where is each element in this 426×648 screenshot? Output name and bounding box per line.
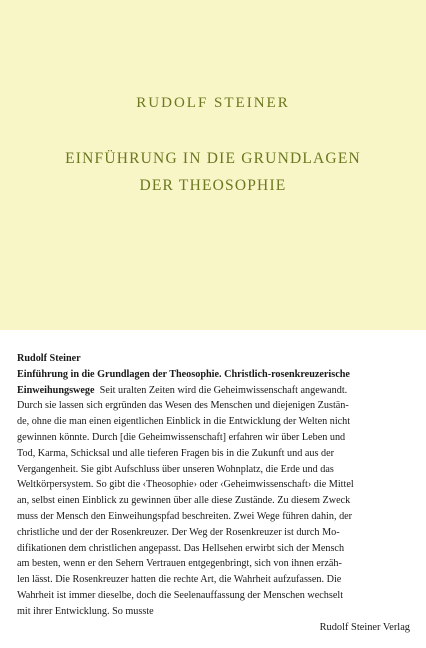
blurb-line: muss der Mensch den Einweihungspfad beschreiten. Zwei Wege führen dahin, der bbox=[17, 510, 353, 522]
blurb-line: christliche und der der Rosenkreuzer. Der Weg der Rosenkreuzer ist durch Mo- bbox=[17, 526, 340, 538]
blurb-panel bbox=[0, 330, 426, 648]
blurb-first-line: Seit uralten Zeiten wird die Geheimwissenschaft angewandt. bbox=[99, 384, 348, 396]
blurb-line: an, selbst einen Einblick zu gewinnen über alle diese Zustände. Zu diesem Zweck bbox=[17, 495, 351, 507]
cover-author: RUDOLF STEINER bbox=[136, 95, 290, 111]
cover-title-line-1: EINFÜHRUNG IN DIE GRUNDLAGEN bbox=[65, 150, 361, 167]
blurb-line: Tod, Karma, Schicksal und alle tieferen Fragen bis in die Zukunft und aus der bbox=[17, 447, 334, 459]
blurb-line: am besten, wenn er den Sehern Vertrauen entgegenbringt, sich von ihnen erzäh- bbox=[17, 558, 342, 570]
cover-title-line-2: DER THEOSOPHIE bbox=[139, 177, 287, 194]
blurb-title-line-1: Einführung in die Grundlagen der Theosophie. Christlich-rosenkreuzerische bbox=[17, 368, 350, 380]
blurb-line: de, ohne die man einen eigentlichen Einblick in die Entwicklung der Welten nicht bbox=[17, 416, 351, 428]
blurb-line: len lässt. Die Rosenkreuzer hatten die rechte Art, die Wahrheit aufzufassen. Die bbox=[17, 574, 342, 586]
publisher-name: Rudolf Steiner Verlag bbox=[319, 622, 410, 633]
blurb-line: Durch sie lassen sich ergründen das Wesen des Menschen und diejenigen Zustän- bbox=[17, 400, 349, 412]
blurb-line: difikationen dem christlichen angepasst. Das Hellsehen erwirbt sich der Mensch bbox=[17, 542, 345, 554]
blurb-line: mit ihrer Entwicklung. So musste bbox=[17, 605, 154, 617]
blurb-line: gewinnen könnte. Durch [die Geheimwissenschaft] erfahren wir über Leben und bbox=[17, 431, 346, 443]
blurb-line: Vergangenheit. Sie gibt Aufschluss über unseren Wohnplatz, die Erde und das bbox=[17, 463, 334, 475]
cover-title bbox=[0, 145, 426, 199]
blurb-line: Weltkörpersystem. So gibt die ‹Theosophie› oder ‹Geheimwissenschaft› die Mittel bbox=[17, 479, 354, 491]
blurb-line: Wahrheit ist immer dieselbe, doch die Seelenauffassung der Menschen wechselt bbox=[17, 589, 344, 601]
blurb-author: Rudolf Steiner bbox=[17, 353, 81, 364]
blurb-text bbox=[17, 351, 410, 620]
blurb-title-line-2: Einweihungswege bbox=[17, 384, 95, 396]
